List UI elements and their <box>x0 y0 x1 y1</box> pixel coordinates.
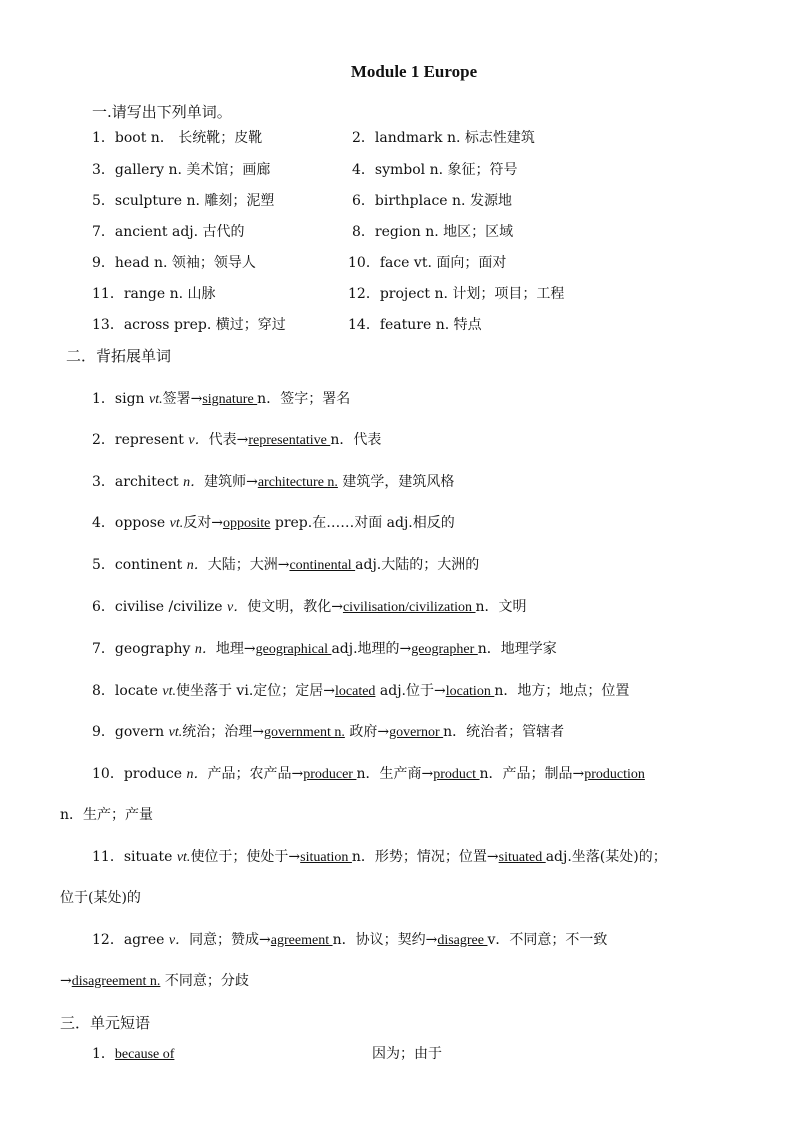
section-3-heading: 三．单元短语 <box>60 1014 151 1032</box>
derivation-item-11-cont: 位于(某处)的 <box>60 890 141 906</box>
phrase-item: 1．because of <box>92 1046 175 1062</box>
answer-blank: situated <box>498 850 546 865</box>
vocab-item-right: 8．region n. 地区；区域 <box>352 224 514 240</box>
vocab-item-right: 2．landmark n. 标志性建筑 <box>352 130 535 146</box>
derivation-item-10: 10．produce n．产品；农产品→producer n．生产商→product n．产品；制品→production <box>92 766 645 782</box>
derivation-item-9: 9．govern vt.统治；治理→government n. 政府→governor n．统治者；管辖者 <box>92 724 565 740</box>
vocab-item-right: 6．birthplace n. 发源地 <box>352 193 512 209</box>
derivation-item-11: 11．situate vt.使位于；使处于→situation n．形势；情况；位置→situated adj.坐落(某处)的； <box>92 849 667 865</box>
derivation-item-7: 7．geography n．地理→geographical adj.地理的→geographer n．地理学家 <box>92 641 557 657</box>
section-1-heading: 一.请写出下列单词。 <box>92 103 232 121</box>
vocab-item-left: 11．range n. 山脉 <box>92 286 216 302</box>
answer-blank: civilisation/civilization <box>342 600 476 615</box>
vocab-item-left: 5．sculpture n. 雕刻；泥塑 <box>92 193 275 209</box>
derivation-item-1: 1．sign vt.签署→signature n．签字；署名 <box>92 391 351 407</box>
vocab-item-right: 14．feature n. 特点 <box>348 317 482 333</box>
answer-blank: architecture n. <box>257 475 338 490</box>
page-title: Module 1 Europe <box>350 62 478 81</box>
answer-blank: producer <box>303 767 357 782</box>
derivation-item-12: 12．agree v．同意；赞成→agreement n．协议；契约→disagree v．不同意；不一致 <box>92 932 608 948</box>
answer-blank: representative <box>248 433 331 448</box>
answer-blank: disagree <box>437 933 488 948</box>
vocab-item-left: 3．gallery n. 美术馆；画廊 <box>92 162 271 178</box>
derivation-item-12-cont: →disagreement n. 不同意；分歧 <box>60 973 249 989</box>
answer-blank: geographical <box>255 642 332 657</box>
answer-blank: government n. <box>264 725 345 740</box>
vocab-item-left: 9．head n. 领袖；领导人 <box>92 255 256 271</box>
derivation-item-6: 6．civilise /civilize v．使文明，教化→civilisation/civilization n．文明 <box>92 599 527 615</box>
answer-blank: situation <box>300 850 352 865</box>
answer-blank: opposite <box>222 516 271 531</box>
answer-blank: continental <box>289 558 356 573</box>
vocab-item-left: 13．across prep. 横过；穿过 <box>92 317 286 333</box>
answer-blank: governor <box>389 725 444 740</box>
phrase-answer: because of <box>114 1047 175 1062</box>
answer-blank: product <box>433 767 480 782</box>
derivation-item-2: 2．represent v．代表→representative n．代表 <box>92 432 382 448</box>
answer-blank: geographer <box>411 642 478 657</box>
vocab-item-left: 1．boot n． 长统靴；皮靴 <box>92 130 263 146</box>
derivation-item-10-cont: n．生产；产量 <box>60 807 154 823</box>
answer-blank: agreement <box>270 933 333 948</box>
answer-blank: disagreement n. <box>71 974 161 989</box>
answer-blank: production <box>584 767 645 782</box>
answer-blank: location <box>445 684 495 699</box>
answer-blank: located <box>335 684 376 699</box>
section-2-heading: 二．背拓展单词 <box>66 347 172 365</box>
vocab-item-right: 10．face vt. 面向；面对 <box>348 255 507 271</box>
phrase-meaning: 因为；由于 <box>372 1046 442 1062</box>
vocab-item-right: 12．project n. 计划；项目；工程 <box>348 286 565 302</box>
derivation-item-8: 8．locate vt.使坐落于 vi.定位；定居→located adj.位于→location n．地方；地点；位置 <box>92 683 630 699</box>
derivation-item-3: 3．architect n．建筑师→architecture n. 建筑学，建筑风格 <box>92 474 455 490</box>
vocab-item-left: 7．ancient adj. 古代的 <box>92 224 245 240</box>
derivation-item-5: 5．continent n．大陆；大洲→continental adj.大陆的；大洲的 <box>92 557 480 573</box>
vocab-item-right: 4．symbol n. 象征；符号 <box>352 162 518 178</box>
answer-blank: signature <box>202 392 258 407</box>
derivation-item-4: 4．oppose vt.反对→opposite prep.在……对面 adj.相反的 <box>92 515 455 531</box>
